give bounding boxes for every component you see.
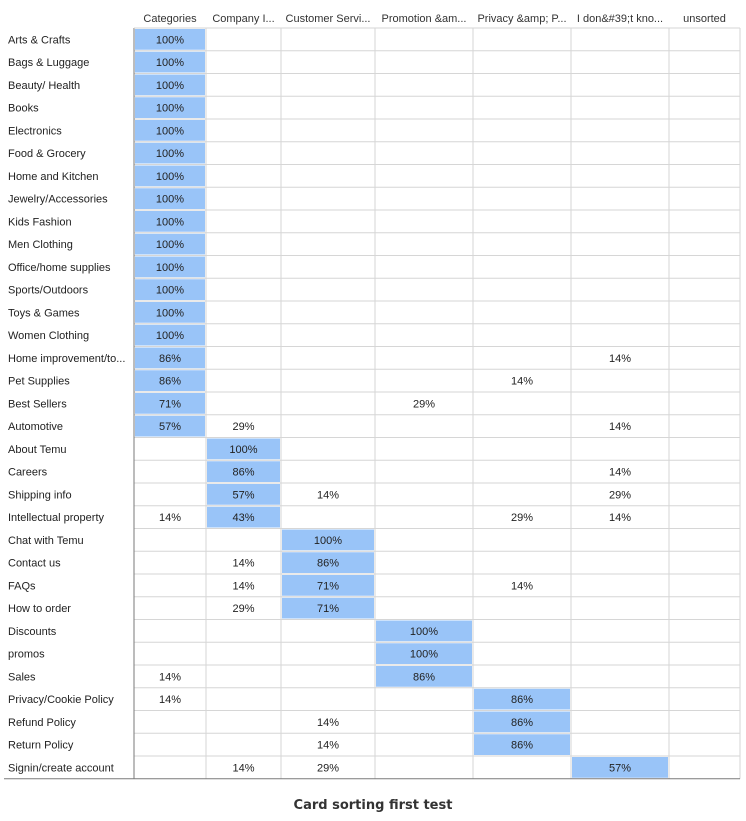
cell-value: 86% [158, 375, 182, 388]
row-label: Privacy/Cookie Policy [8, 694, 114, 707]
row-label: Home and Kitchen [8, 170, 99, 183]
row-label: Food & Grocery [8, 148, 86, 161]
column-header: Privacy &amp; P... [477, 13, 567, 25]
cell-value: 14% [608, 421, 632, 434]
row-label: Chat with Temu [8, 534, 84, 547]
cell-value: 100% [155, 307, 185, 320]
cell-value: 14% [232, 762, 255, 775]
cell-value: 29% [232, 603, 255, 616]
cell-value: 100% [409, 648, 439, 661]
cell-value: 71% [158, 398, 182, 411]
cell-value: 14% [158, 512, 182, 525]
row-label: Shipping info [8, 489, 72, 502]
cell-value: 57% [158, 421, 182, 434]
column-header: Company I... [212, 13, 275, 25]
cell-value: 86% [510, 739, 534, 752]
row-label: Sports/Outdoors [8, 284, 89, 297]
row-label: Discounts [8, 625, 57, 638]
row-label: Refund Policy [8, 716, 76, 729]
cell-value: 100% [155, 170, 185, 183]
cell-value: 29% [608, 489, 632, 502]
cell-value: 100% [155, 79, 185, 92]
cell-value: 86% [510, 716, 534, 729]
row-label: Signin/create account [8, 762, 114, 775]
cell-value: 14% [316, 489, 340, 502]
chart-title: Card sorting first test [293, 798, 453, 813]
cell-value: 29% [510, 512, 534, 525]
cell-value: 43% [232, 512, 255, 525]
row-label: Arts & Crafts [8, 34, 71, 47]
row-label: Men Clothing [8, 239, 73, 252]
row-label: Contact us [8, 557, 61, 570]
column-header: I don&#39;t kno... [576, 13, 664, 25]
row-label: promos [8, 648, 45, 661]
cell-value: 100% [155, 102, 185, 115]
row-label: Return Policy [8, 739, 74, 752]
cell-value: 100% [155, 57, 185, 70]
row-label: Office/home supplies [8, 261, 111, 274]
cell-value: 29% [232, 421, 255, 434]
row-label: Automotive [8, 421, 64, 434]
cell-value: 100% [313, 534, 343, 547]
cell-value: 14% [608, 466, 632, 479]
cell-value: 14% [510, 375, 534, 388]
row-label: Pet Supplies [8, 375, 70, 388]
cell-value: 100% [155, 148, 185, 161]
cell-value: 100% [409, 625, 439, 638]
cell-value: 14% [232, 580, 255, 593]
cell-value: 14% [316, 739, 340, 752]
row-label: Toys & Games [8, 307, 80, 320]
cell-value: 14% [158, 694, 182, 707]
row-label: How to order [8, 603, 71, 616]
row-label: Careers [8, 466, 48, 479]
cell-value: 29% [316, 762, 340, 775]
row-label: FAQs [8, 580, 36, 593]
column-header: Customer Servi... [285, 13, 371, 25]
cell-value: 86% [158, 352, 182, 365]
cell-value: 14% [608, 512, 632, 525]
row-label: Books [8, 102, 39, 115]
cell-value: 86% [232, 466, 255, 479]
cell-value: 57% [232, 489, 255, 502]
cell-value: 100% [155, 284, 185, 297]
cell-value: 29% [412, 398, 436, 411]
row-label: Beauty/ Health [8, 79, 81, 92]
row-label: Home improvement/to... [8, 352, 126, 365]
row-label: Sales [8, 671, 36, 684]
row-label: Women Clothing [8, 330, 90, 343]
row-label: Best Sellers [8, 398, 67, 411]
cell-value: 100% [155, 216, 185, 229]
row-label: Bags & Luggage [8, 57, 90, 70]
cell-value: 100% [155, 193, 185, 206]
cell-value: 14% [158, 671, 182, 684]
cell-value: 100% [229, 443, 258, 456]
column-header: Categories [143, 13, 197, 25]
cell-value: 100% [155, 239, 185, 252]
cell-value: 86% [316, 557, 340, 570]
cell-value: 14% [608, 352, 632, 365]
cell-value: 14% [232, 557, 255, 570]
cell-value: 14% [316, 716, 340, 729]
cell-value: 71% [316, 580, 340, 593]
row-label: Electronics [8, 125, 62, 138]
cell-value: 57% [608, 762, 632, 775]
cell-value: 100% [155, 34, 185, 47]
cell-value: 100% [155, 261, 185, 274]
row-label: Kids Fashion [8, 216, 72, 229]
column-header: unsorted [683, 13, 726, 25]
cell-value: 100% [155, 125, 185, 138]
cell-value: 71% [316, 603, 340, 616]
row-label: Intellectual property [8, 512, 104, 525]
row-label: About Temu [8, 443, 67, 456]
row-label: Jewelry/Accessories [8, 193, 108, 206]
cell-value: 100% [155, 330, 185, 343]
cell-value: 86% [412, 671, 436, 684]
column-header: Promotion &am... [381, 13, 467, 25]
cell-value: 14% [510, 580, 534, 593]
cell-value: 86% [510, 694, 534, 707]
